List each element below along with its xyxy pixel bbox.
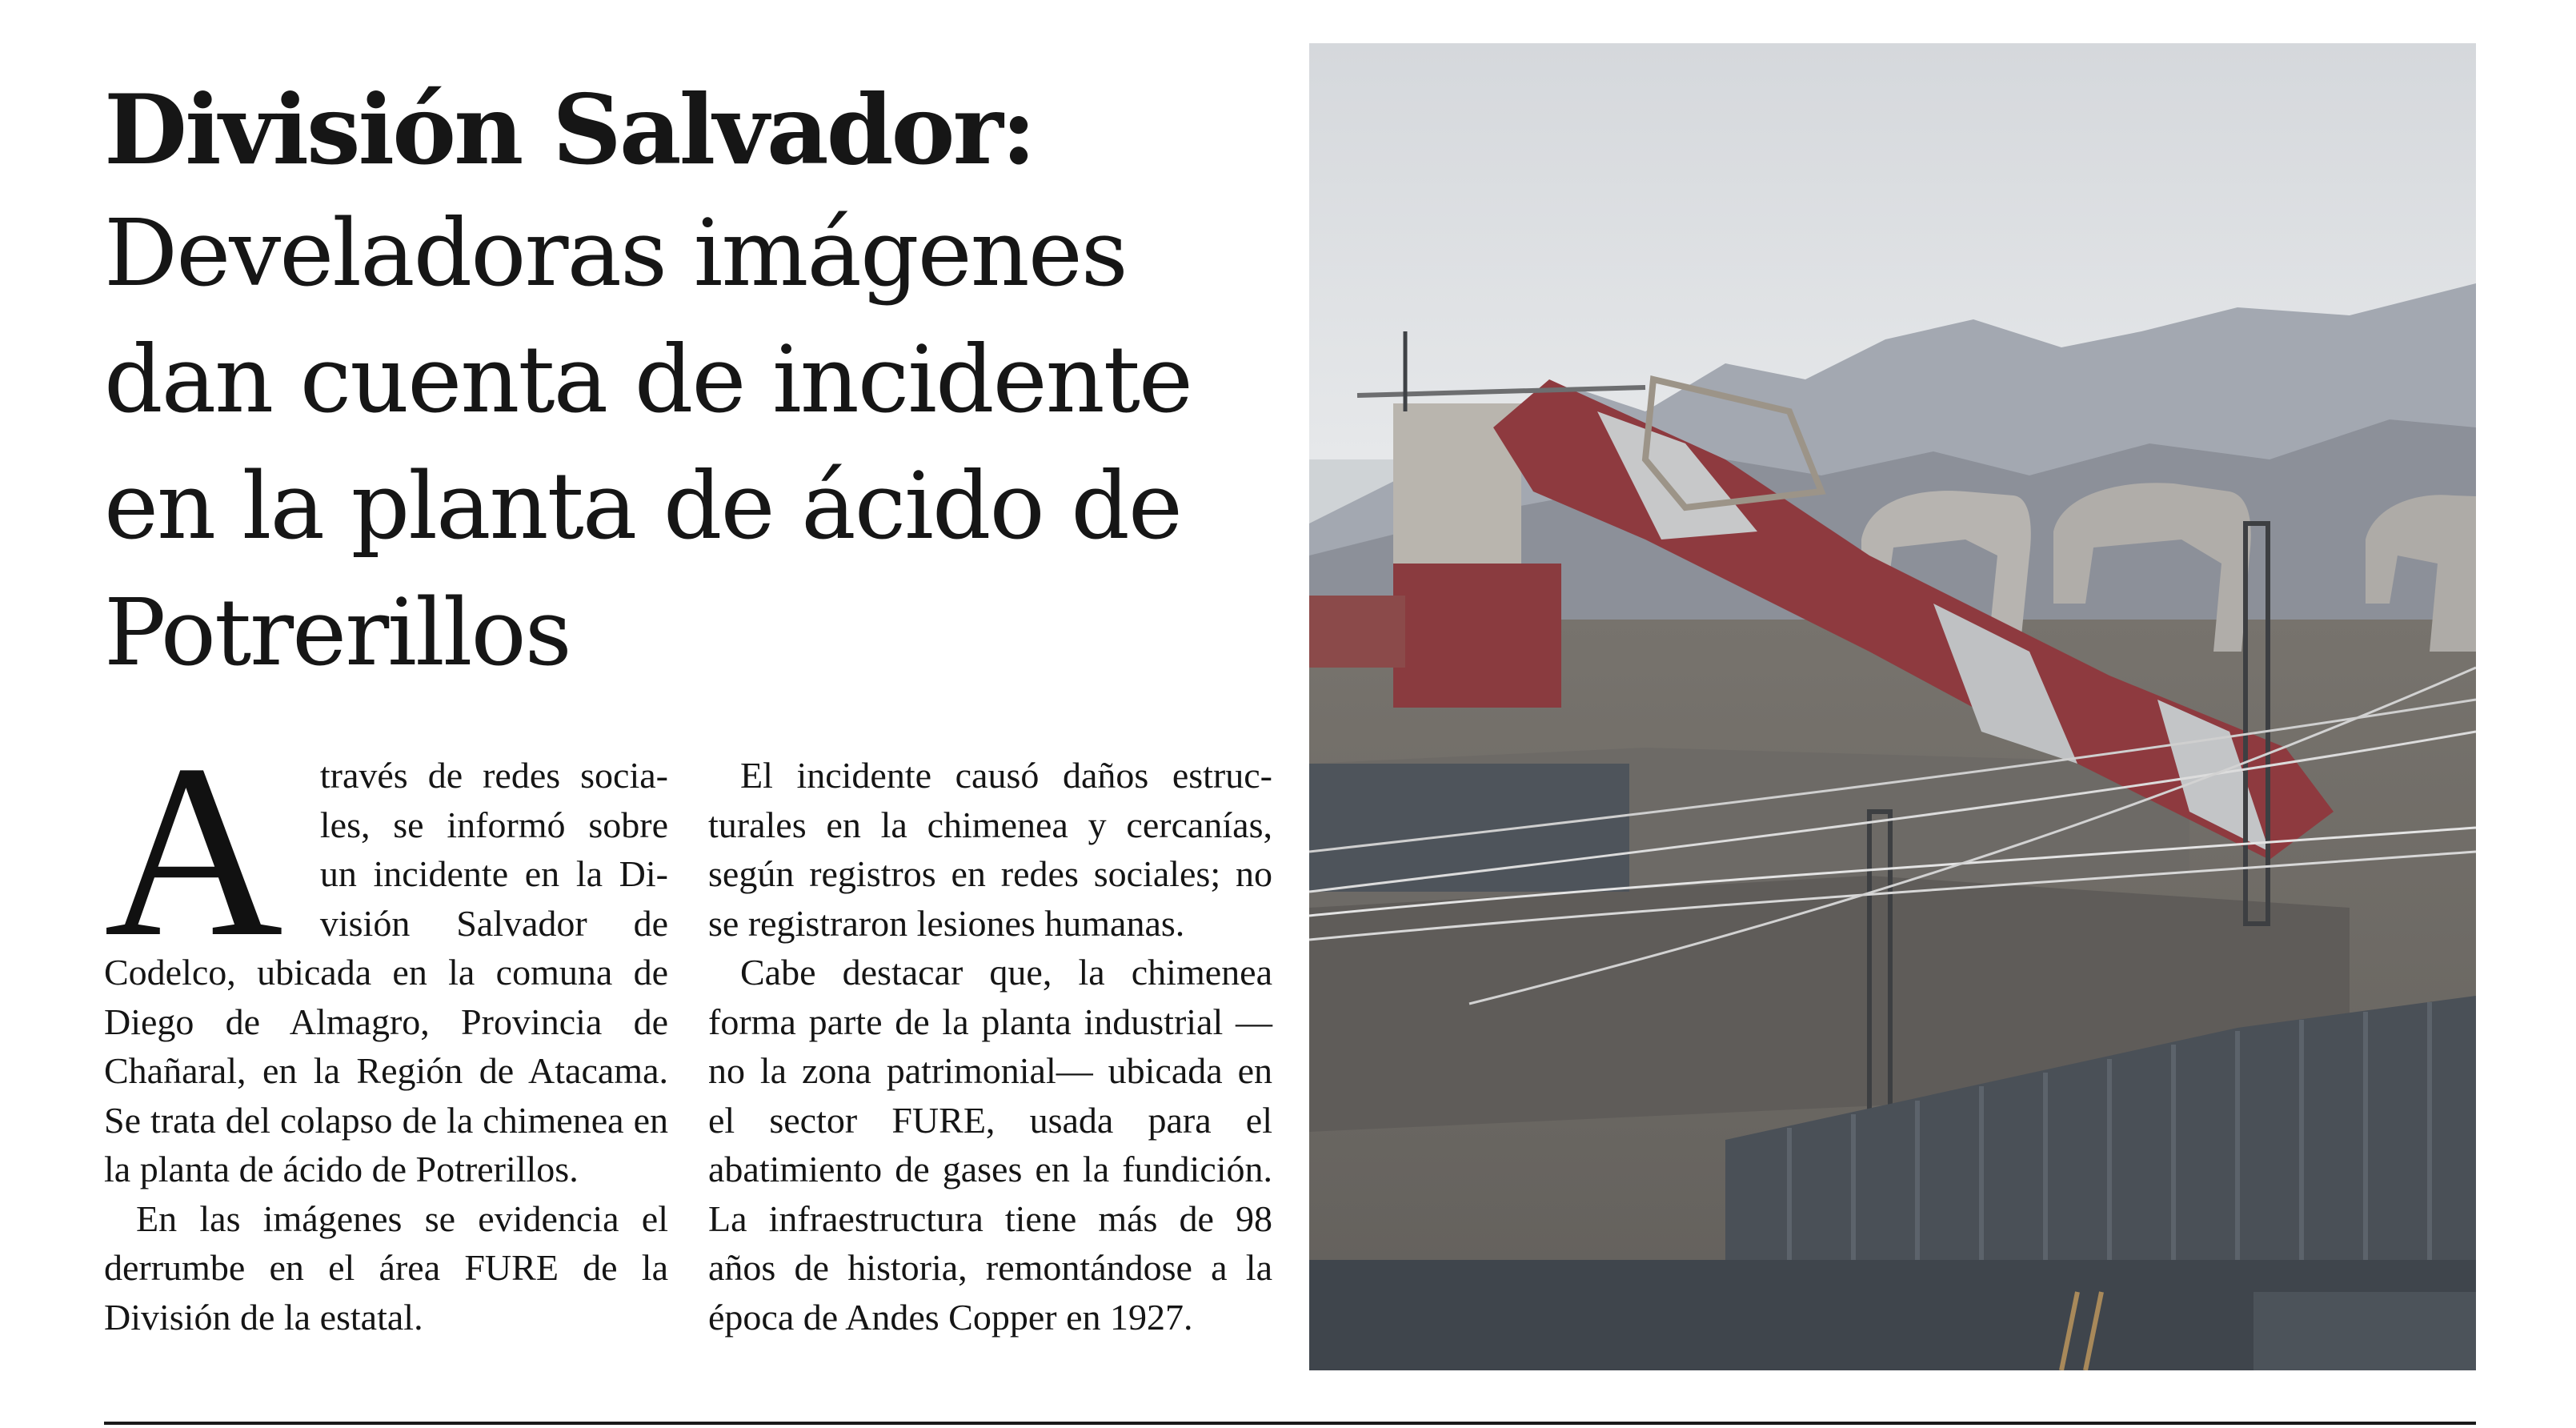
article-column-1 — [104, 714, 668, 1342]
article-photo — [1309, 43, 2476, 1370]
paragraph: En las imágenes se evidencia el derrumbe en el área FURE de la División de la estatal. — [104, 1197, 668, 1338]
paragraph: Cabe destacar que, la chimenea forma parte de la planta industrial —no la zona patrimonial— ubicada en el sector FURE, usada para el abatimiento de gases en la fundición. La infraestructura tiene más de 98 años de historia, remontándose a la época de Andes Copper en 1927. — [708, 952, 1272, 1338]
drop-cap: A — [104, 714, 283, 989]
bottom-rule — [104, 1422, 2476, 1425]
paragraph: El incidente causó daños estructurales en la chimenea y cercanías, según registros en redes sociales; no se registraron lesiones humanas. — [708, 755, 1272, 944]
headline-kicker: División Salvador: — [104, 74, 1035, 187]
article-column-2 — [708, 751, 1272, 1342]
pipe-left — [1309, 596, 1405, 668]
shed-wall-right — [2253, 1292, 2476, 1370]
paragraph: través de redes sociales, se informó sobre un incidente en la División Salvador de Codelco, ubicada en la comuna de Diego de Almagro, Provincia de Chañaral, en la Región de Atacama. Se trata del colapso de la chimenea en la planta de ácido de Potrerillos. — [104, 755, 668, 1189]
headline-title: Develadoras imágenes dan cuenta de incidente en la planta de ácido de Potrerillos — [104, 200, 1192, 687]
collapsed-chimney-photo — [1309, 43, 2476, 1370]
headline — [104, 70, 1280, 696]
tank-red — [1393, 564, 1561, 708]
